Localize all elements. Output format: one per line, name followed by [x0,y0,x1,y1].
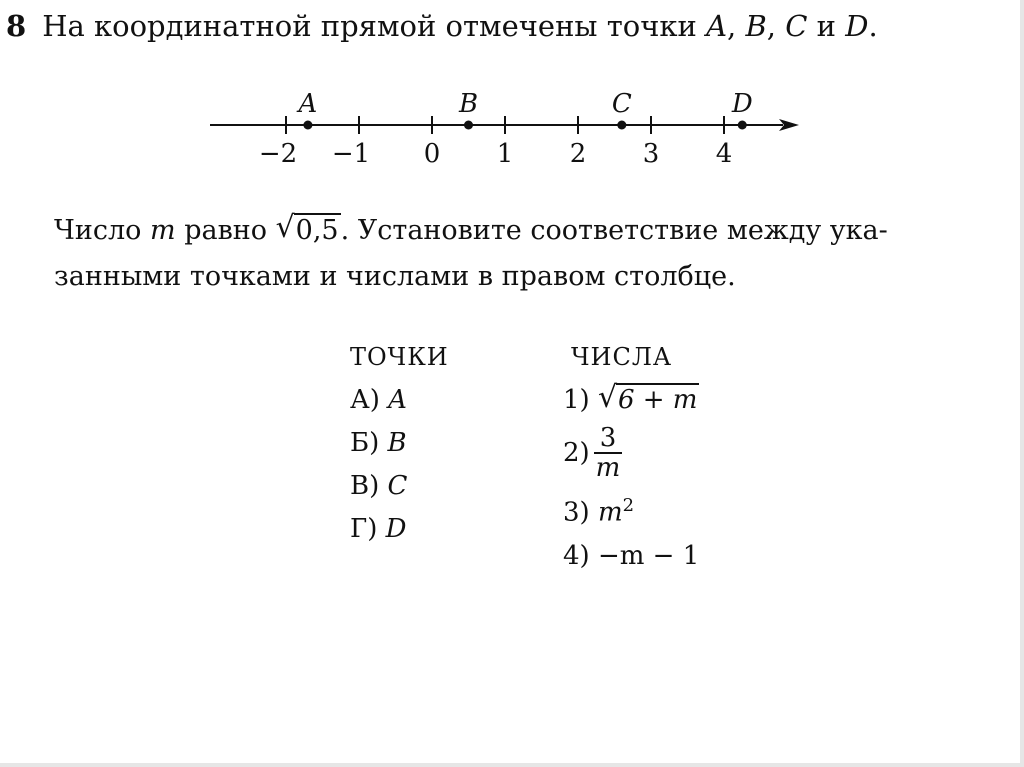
points-item [350,508,449,551]
numbers-item-4-expr: −m − 1 [597,540,700,571]
number-line-point-label: A [298,89,318,119]
numbers-item-label: 1) [563,385,590,415]
points-item [350,379,449,422]
points-item-label: Б) [350,428,380,458]
number-line-point [464,121,473,130]
number-line-tick-label: 1 [496,139,514,169]
number-line-tick-label: 4 [715,139,733,169]
sqrt-expression: √ 6 + m [597,380,698,415]
points-column [350,336,449,551]
numbers-item-label: 4) [563,540,590,571]
points-item-value: A [388,385,407,415]
points-item-value: B [387,428,407,458]
fraction-denominator: m [595,453,621,483]
numbers-column [563,336,699,578]
comma-1: , [727,9,737,43]
fraction [594,424,623,482]
task-line-1 [54,208,888,254]
number-line-tick-label: 0 [423,139,441,169]
points-header: ТОЧКИ [350,343,449,371]
number-line-tick-label: −2 [258,139,298,169]
task-line-1-end: . Установите соответствие между ука- [340,215,888,246]
power-exponent: 2 [622,495,635,516]
number-line-point-label: C [611,89,632,119]
equals-word: равно [184,215,268,246]
numbers-item-label: 3) [563,497,590,528]
points-item-value: D [385,514,407,544]
point-d-ref: D [845,9,869,43]
numbers-header: ЧИСЛА [571,343,673,371]
points-item [350,422,449,465]
task-text [54,208,888,300]
numbers-item-2 [563,422,699,484]
task-line-2: занными точками и числами в правом столбце. [54,261,736,292]
points-item-value: C [387,471,408,501]
sqrt-expression: √ 0,5 [275,210,339,246]
numbers-item-1-expr: 6 + m [617,385,698,415]
number-line [205,85,815,175]
number-line-point [617,121,626,130]
points-item [350,465,449,508]
point-c-ref: C [785,9,808,43]
numbers-item-label: 2) [563,437,590,468]
sqrt-value: 0,5 [295,215,339,246]
numbers-item-1 [563,379,699,422]
task-number-word: Число [54,215,142,246]
fraction-numerator: 3 [594,424,623,454]
problem-header: 8 На координатной прямой отмечены точки A, B, C и D. [6,9,878,43]
problem-number: 8 [6,9,27,43]
number-line-point [303,121,312,130]
point-a-ref: A [706,9,728,43]
number-line-tick-label: −1 [331,139,371,169]
numbers-item-3 [563,484,699,535]
number-line-tick-label: 3 [642,139,660,169]
number-line-point-label: D [731,89,753,119]
m-variable: m [150,215,176,246]
number-line-point-label: B [458,89,479,119]
points-item-label: А) [350,385,380,415]
comma-2: , [766,9,776,43]
problem-statement: На координатной прямой отмечены точки [42,9,697,43]
power-base: m [597,497,623,528]
number-line-point [738,121,747,130]
and-word: и [816,9,836,43]
points-item-label: Г) [350,514,378,544]
points-item-label: В) [350,471,380,501]
number-line-tick-label: 2 [569,139,587,169]
point-b-ref: B [745,9,767,43]
numbers-item-4 [563,535,699,578]
